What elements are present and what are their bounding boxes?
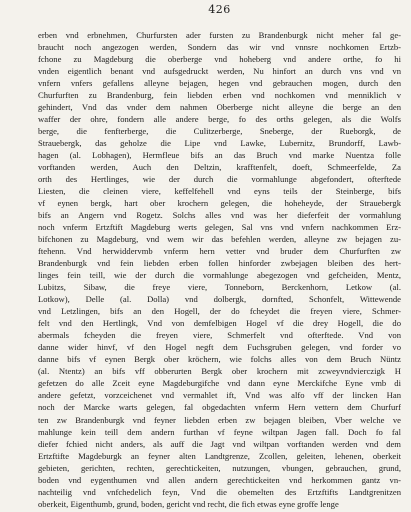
text-line: gefetzen do alle Zceit eyne Magdeburgifche vnd dann eyne Merckifche Eyne vmb di (38, 378, 401, 389)
text-line: nachteilig vnd vnfchedelich feyn, Vnd die obemelten des Ertzftifts Landtgrenitzen (38, 486, 401, 497)
body-text (38, 29, 401, 510)
text-line: Strauebergk, das geholze die Lipe vnd Lawke, Lubernitz, Brundorff, Lawb- (38, 138, 401, 149)
text-line: fchone zu Magdeburg die oberberge vnd hoheberg vnd andere orthe, fo hi (38, 54, 401, 65)
text-line: braucht noch angezogen werden, Sondern das wir vnd vnnsre nochkomen Ertzb- (38, 42, 401, 53)
text-line: orth des Hertlinges, wie der durch die vormahlunge abgefondert, ofterftede (38, 174, 401, 185)
text-line: Lubitzs, Sibaw, die freye viere, Tonneborn, Berckenhorn, Letkow (al. (38, 282, 401, 293)
text-line: waffer der ohre, fondern alle andere berge, fo des orths gelegen, als die Wolfs (38, 114, 401, 125)
page-number: 426 (208, 3, 231, 16)
text-line: ftehenn. Vnd herwiddervmb vnferm hern vetter vnd bruder dem Churfurften zw (38, 246, 401, 257)
text-line: vnfern vnfers gefallens alleyne bejagen, hegen vnd gebrauchen mogen, durch den (38, 78, 401, 89)
text-line: vf eynen bergk, hart ober krochern gelegen, die hoheheyde, der Strauebergk (38, 198, 401, 209)
text-line: erben vnd erbnehmen, Churfursten ader fursten zu Brandenburgk nicht meher fal ge- (38, 30, 401, 40)
text-line: Ertzftifte Magdeburgk an feyner alten Landtgrenze, Zcollen, geleiten, lehenen, oberkeit (38, 450, 401, 461)
text-line: linges fein teill, wie der durch die vormahlunge abegezogen vnd gefcheiden, Mentz, (38, 270, 401, 281)
text-line: felt vnd den Hertlingk, Vnd von demfelbigen Hogel vf die drey Hogell, die do (38, 318, 401, 329)
text-line: boden vnd eygenthumen vnd allen andern gerechtickeiten vnd herkommen gantz vn- (38, 474, 401, 485)
text-line: berge, die fenfterberge, die Culitzerberge, Sneberge, der Rueborgk, de (38, 126, 401, 137)
text-line: vorftanden werden, Auch den Deltzin, krafftenfelt, doeft, Schmeerfelde, Za (38, 162, 401, 173)
text-line: abermals fcheyden die freyen viere, Schmerfelt vnd ofterftede. Vnd von (38, 330, 401, 341)
text-line: danne bifs vf eynen Bergk ober kröchern, wie folchs alles von dem Bruch Nüntz (38, 354, 401, 365)
text-line: oberkeit, Eigenthumb, grund, boden, gericht vnd recht, die fich etwas eyne groffe lenge (38, 498, 339, 509)
text-line: noch vnferm Ertzftift Magdeburg werts gelegen, Sal vns vnd vnfern nachkommen Erz- (38, 222, 401, 233)
text-line: vnd Letzlingen, bifs an den Hogell, der do fcheydet die freyen viere, Schmer- (38, 306, 401, 317)
text-line: Churfurften zu Brandenburg, fein liebden erben vnd nochkomen vnd menniklich v (38, 90, 401, 101)
text-line: andere gefetzt, vorzceichenet vnd vermahlet ift, Vnd was alfo vff der lincken Han (38, 390, 401, 401)
text-line: Lotkow), Delle (al. Dolla) vnd dolbergk, dornfted, Schonfelt, Wittewende (38, 294, 401, 305)
text-line: gebieten, gerichten, rechten, gerechtickeiten, nutzungen, vbungen, gebrauchen, grund, (38, 462, 401, 473)
text-line: noch der Marcke warts gelegen, fal obgedachten vnferm Hern vettern dem Churfurf (38, 402, 401, 413)
text-line: vnden eigentlich benant vnd aufsgedruckt werden, Nu hinfort an durch vns vnd vn (38, 66, 401, 77)
text-line: mahlunge kein teill dem andern furthan vf feyne wiltpan Jagen fall. Doch fo fal (38, 426, 401, 437)
text-line: gehindert, Vnd das vnder dem nahmen Oberberge nicht alleyne die berge an den (38, 102, 401, 113)
text-line: danne wider hinvf, vf den Hogel negft dem Fuchsgruben gelegen, vnd forder vo (38, 342, 401, 353)
text-line: Liesten, die cleinen viere, keffelfehell vnd eyns teils der Steinberge, bifs (38, 186, 401, 197)
text-line: bifchonen zu Magdeburg, vnd wem wir das befehlen werden, alleyne zw bejagen zu- (38, 234, 401, 245)
text-line: hagen (al. Lobhagen), Hermfleue bifs an das Bruch vnd marke Nuentza folle (38, 150, 401, 161)
text-line: Brandenburgk vnd fein liebden erben follen hinforder zwbejagen bleiben des hert- (38, 258, 401, 269)
text-line: diefer fchied nicht anders, als auff die Jagt vnd wiltpan vorftanden werden vnd dem (38, 438, 401, 449)
text-line: bifs an Angern vnd Rogetz. Solchs alles vnd was her dieferfeit der vormahlung (38, 210, 401, 221)
text-line: ten zw Brandenburgk vnd feyner liebden erben zw bejagen bleiben, Vber welche ve (38, 414, 401, 425)
text-line: (al. Ntentz) an bifs vff obberurten Bergk ober krochern mit zcweyvndvierczigk H (38, 366, 401, 377)
